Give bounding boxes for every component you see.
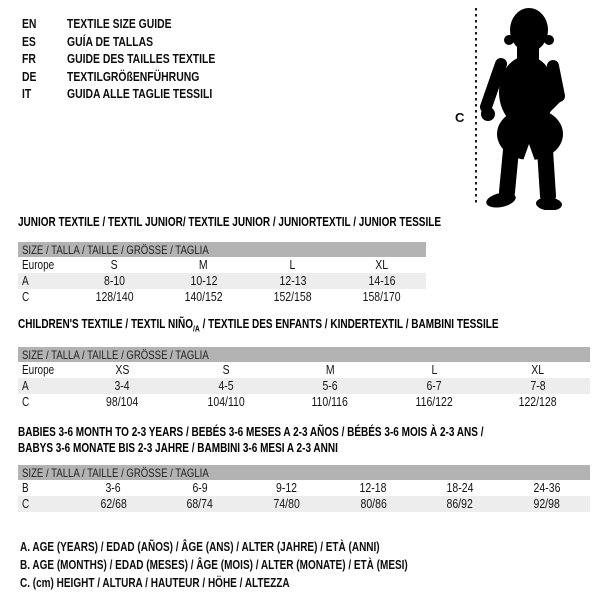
table-cell: 18-24 xyxy=(446,481,474,495)
table-title: BABIES 3-6 MONTH TO 2-3 YEARS / BEBÉS 3-6 MESES A 2-3 AÑOS / BÉBÉS 3-6 MOIS À 2-3 ANS / BABYS 3-6 MONATE BIS 2-3 JAHRE / BAMBINI 3-6 MESI A 2-3 ANNI xyxy=(18,425,484,455)
table-cell: XL xyxy=(531,363,545,377)
table-cell: 122/128 xyxy=(519,395,557,409)
table-row xyxy=(18,273,426,289)
baby-silhouette-icon xyxy=(455,4,600,210)
table-row xyxy=(18,289,426,305)
footnote: A. AGE (YEARS) / EDAD (AÑOS) / ÂGE (ANS) / ALTER (JAHRE) / ETÀ (ANNI) xyxy=(20,540,380,554)
table-cell: 6-7 xyxy=(426,379,442,393)
size-table-block-junior xyxy=(18,215,442,305)
table-size-header: SIZE / TALLA / TAILLE / GRÖSSE / TAGLIA xyxy=(18,465,590,480)
table-row xyxy=(18,257,426,273)
table-cell: 116/122 xyxy=(415,395,453,409)
table-cell: M xyxy=(199,258,208,272)
table-cell: L xyxy=(289,258,296,272)
table-cell: 3-6 xyxy=(105,481,121,495)
row-label: C xyxy=(22,497,30,511)
language-title: GUIDA ALLE TAGLIE TESSILI xyxy=(67,86,213,102)
table-row xyxy=(18,394,590,410)
table-cell: 3-4 xyxy=(114,379,130,393)
footnotes xyxy=(20,538,505,592)
table-cell: 14-16 xyxy=(368,274,395,288)
language-title: GUÍA DE TALLAS xyxy=(67,33,154,49)
table-cell: 12-13 xyxy=(279,274,306,288)
table-cell: 80/86 xyxy=(360,497,387,511)
table-cell: 5-6 xyxy=(322,379,338,393)
language-code: EN xyxy=(22,16,37,32)
language-code: FR xyxy=(22,51,36,67)
table-cell: 104/110 xyxy=(207,395,245,409)
table-cell: 7-8 xyxy=(530,379,546,393)
table-row xyxy=(18,496,590,512)
table-cell: 152/158 xyxy=(273,290,312,304)
row-label: Europe xyxy=(22,363,55,377)
table-cell: 62/68 xyxy=(100,497,127,511)
table-cell: M xyxy=(325,363,335,377)
height-label: C xyxy=(455,110,465,125)
table-title: CHILDREN'S TEXTILE / TEXTIL $NIÑO_{/A}$ / TEXTILE DES ENFANTS / KINDERTEXTIL / BAMBINI TESSILE xyxy=(18,317,499,334)
row-label: A xyxy=(22,379,29,393)
table-cell: 9-12 xyxy=(276,481,298,495)
row-label: C xyxy=(22,395,30,409)
language-list xyxy=(22,15,252,103)
table-cell: 8-10 xyxy=(103,274,126,288)
language-code: DE xyxy=(22,68,37,84)
table-cell: 110/116 xyxy=(311,395,349,409)
footnote: B. AGE (MONTHS) / EDAD (MESES) / ÂGE (MOIS) / ALTER (MONATE) / ETÀ (MESI) xyxy=(20,558,408,572)
table-cell: 158/170 xyxy=(362,290,401,304)
language-code: IT xyxy=(22,86,32,102)
table-cell: 24-36 xyxy=(533,481,561,495)
language-title: GUIDE DES TAILLES TEXTILE xyxy=(67,51,216,67)
size-table-block-babies xyxy=(18,424,590,512)
table-cell: 128/140 xyxy=(95,290,134,304)
table-cell: 86/92 xyxy=(446,497,474,511)
table-cell: 68/74 xyxy=(186,497,214,511)
size-table xyxy=(18,347,590,410)
size-table-block-children xyxy=(18,317,590,410)
row-label: A xyxy=(22,274,29,288)
language-row xyxy=(22,33,252,51)
table-cell: XL xyxy=(375,258,388,272)
language-row xyxy=(22,50,252,68)
table-cell: 140/152 xyxy=(184,290,223,304)
table-size-header: SIZE / TALLA / TAILLE / GRÖSSE / TAGLIA xyxy=(18,347,590,362)
size-table xyxy=(18,242,426,305)
language-row xyxy=(22,15,252,33)
table-cell: L xyxy=(431,363,437,377)
table-cell: S xyxy=(222,363,230,377)
row-label: B xyxy=(22,481,29,495)
table-cell: 4-5 xyxy=(218,379,234,393)
row-label: Europe xyxy=(22,258,55,272)
baby-silhouette xyxy=(481,8,563,210)
table-row xyxy=(18,362,590,378)
language-row xyxy=(22,68,252,86)
table-cell: 6-9 xyxy=(192,481,208,495)
table-cell: 10-12 xyxy=(190,274,217,288)
table-cell: 74/80 xyxy=(273,497,300,511)
language-row xyxy=(22,85,252,103)
table-row xyxy=(18,480,590,496)
language-title: TEXTILE SIZE GUIDE xyxy=(67,16,172,32)
row-label: C xyxy=(22,290,30,304)
size-table xyxy=(18,465,590,512)
table-row xyxy=(18,378,590,394)
table-cell: 12-18 xyxy=(359,481,387,495)
language-code: ES xyxy=(22,33,36,49)
table-size-header: SIZE / TALLA / TAILLE / GRÖSSE / TAGLIA xyxy=(18,242,426,257)
figure-area xyxy=(455,4,600,210)
table-cell: 98/104 xyxy=(105,395,139,409)
footnote: C. (cm) HEIGHT / ALTURA / HAUTEUR / HÖHE / ALTEZZA xyxy=(20,576,290,590)
table-cell: XS xyxy=(114,363,130,377)
table-cell: S xyxy=(110,258,119,272)
table-cell: 92/98 xyxy=(533,497,560,511)
table-title: JUNIOR TEXTILE / TEXTIL JUNIOR/ TEXTILE JUNIOR / JUNIORTEXTIL / JUNIOR TESSILE xyxy=(18,215,442,229)
language-title: TEXTILGRÖßENFÜHRUNG xyxy=(67,68,200,84)
